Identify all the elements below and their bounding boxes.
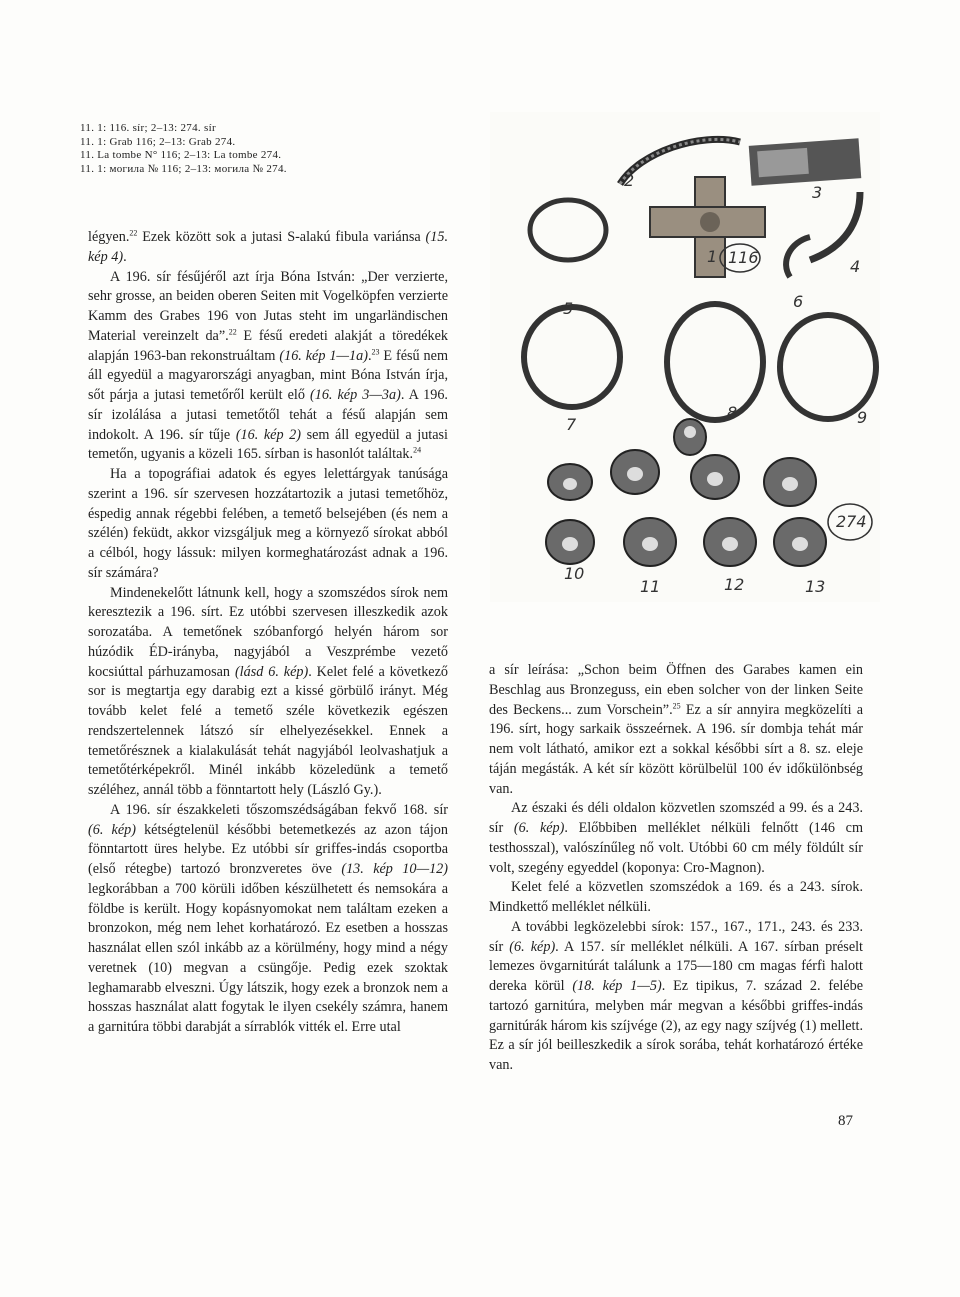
fig-label-11: 11 xyxy=(640,577,661,596)
fig-label-10: 10 xyxy=(564,564,585,583)
paragraph: légyen.$^{22}$ Ezek között sok a jutasi S-alakú fibula variánsa (15. kép 4). xyxy=(88,228,448,265)
right-column xyxy=(489,661,863,1076)
fig-label-13: 13 xyxy=(805,577,826,596)
page-number: 87 xyxy=(838,1113,853,1129)
caption-line-hu: 11. 1: 116. sír; 2–13: 274. sír xyxy=(80,122,216,134)
paragraph: Az északi és déli oldalon közvetlen szomszéd a 99. és a 243. sír (6. kép). Előbbiben melléklet nélküli felnőtt (146 cm testhosszal), valószínűleg nő volt. Utóbbi 60 cm mély földúlt sír volt, szegény egyeddel (koponya: Cro-Magnon). xyxy=(489,800,863,876)
fig-label-9: 9 xyxy=(857,408,868,427)
figure-caption xyxy=(80,122,480,176)
caption-line-ru: 11. 1: могила № 116; 2–13: могила № 274. xyxy=(80,162,287,175)
fig-label-8: 8 xyxy=(727,403,738,422)
paragraph: Ha a topográfiai adatok és egyes lelettárgyak tanúsága szerint a 196. sír szervesen hozzátartozik a jutasi temetőhöz, éspedig annak régebbi felében, a temető belsejében (és nem a szélén) feküdt, akkor vizsgáljuk meg a környező sírokat abból a célból, hogy lássuk: milyen kormeghatározást adnak a 196. sír számára? xyxy=(88,466,448,581)
artifact-figure xyxy=(490,112,880,602)
left-column xyxy=(88,228,448,1038)
fig-label-1: 1 xyxy=(707,247,718,266)
fig-label-2: 2 xyxy=(624,171,635,190)
caption-line-de: 11. 1: Grab 116; 2–13: Grab 274. xyxy=(80,135,236,148)
fig-label-12: 12 xyxy=(724,575,745,594)
fig-label-116: 116 xyxy=(728,248,759,267)
caption-line-fr: 11. La tombe N° 116; 2–13: La tombe 274. xyxy=(80,149,282,161)
fig-label-3: 3 xyxy=(812,183,823,202)
fig-label-6: 6 xyxy=(793,292,804,311)
artifact-drawing xyxy=(490,112,880,602)
fig-label-5: 5 xyxy=(563,299,574,318)
paragraph: Mindenekelőtt látnunk kell, hogy a szomszédos sírok nem keresztezik a 196. sírt. Ez utóbbi szervesen illeszkedik azok sorozatába. A temetőnek szóbanforgó helyén három sor húzódik ÉD-irányba, nagyjából a Veszprémbe vezető kocsiúttal párhuzamosan (lásd 6. kép). Kelet felé a következő sor is megtartja egy darabig ezt a kissé görbülő irányt. Még tovább kelet felé a temető széle következik egészen rendszertelennek látszó sír elhelyezésekkel. Ennek a temetőrésznek a kialakulását tehát nagyjából leolvashatjuk a temetőtérképekről. Minél inkább közeledünk a temető széléhez, annál több a fönntartott hely (László Gy.). xyxy=(88,584,448,798)
fig-label-7: 7 xyxy=(566,415,577,434)
paragraph: A 196. sír fésűjéről azt írja Bóna István: „Der verzierte, sehr grosse, an beiden oberen Seiten mit Vogelköpfen verzierte Kamm des Grabes 196 von Jutas steht im ungarländischen Material vereinzelt da”.$^{22}$ E fésű eredeti alakját a töredékek alapján 1963-ban rekonstruáltam (16. kép 1—1a).$^{23}$ E fésű nem áll egyedül a magyarországi anyagban, mint Bóna István írja, sőt párja a jutasi temetőről került elő (16. kép 3—3a). A 196. sír izolálása a jutasi temetőtől tehát a fésű alapján sem indokolt. A 196. sír tűje (16. kép 2) sem áll egyedül a jutasi temetőn, ugyanis a közeli 165. sírban is hasonlót találtak.$^{24}$ xyxy=(88,268,449,463)
paragraph: A 196. sír északkeleti tőszomszédságában fekvő 168. sír (6. kép) kétségtelenül későbbi betemetkezés az azon tájon fönntartott üres helybe. Ez utóbbi sír griffes-indás csoportba (első rétegbe) tartozó bronzveretes öve (13. kép 10—12) legkorábban a 700 körüli időben készülhetett és nemsokára a földbe is került. Hogy kopásnyomokat nem találtam ezeken a bronzokon, még nem lehet korhatározó. Ez esetben a hosszas használat ellen szól inkább az a körülmény, hogy mind a négy veretnek (10) megvan a csüngője. Pedig ezek szoktak leghamarabb elveszni. Úgy látszik, hogy ezek a bronzok nem a hosszas használat alatt fogytak le ilyen csekély számra, hanem a garnitúra többi darabját a sírrablók vitték el. Erre utal xyxy=(88,801,448,1035)
paragraph: Kelet felé a közvetlen szomszédok a 169. és a 243. sírok. Mindkettő melléklet nélküli. xyxy=(489,879,863,915)
paragraph: A további legközelebbi sírok: 157., 167., 171., 243. és 233. sír (6. kép). A 157. sír melléklet nélküli. A 167. sírban préselt lemezes övgarnitúrát találunk a 175—180 cm magas férfi halott dereka körül (18. kép 1—5). Ez tipikus, 7. század 2. felébe tartozó garnitúra, melyben már megvan a későbbi griffes-indás garnitúrák három kis szíjvége (2), az egy nagy szíjvég (1) mellett. Ez a sír jól beilleszkedik a sírok sorába, tehát korhatározó értéke van. xyxy=(489,918,864,1073)
fig-label-274: 274 xyxy=(836,512,867,531)
fig-label-4: 4 xyxy=(850,257,861,276)
paragraph: a sír leírása: „Schon beim Öffnen des Garabes kamen ein Beschlag aus Bronzeguss, ein eben solcher von der linken Seite des Beckens... zum Vorschein”.$^{25}$ Ez a sír annyira megközelíti a 196. sírt, hogy sarkaik összeérnek. A 196. sír dombja tehát már nem volt látható, amikor ezt a sokkal későbbi sírt a 8. sz. eleje táján megásták. A két sír között körülbelül 100 év időkülönbség van. xyxy=(489,662,864,797)
